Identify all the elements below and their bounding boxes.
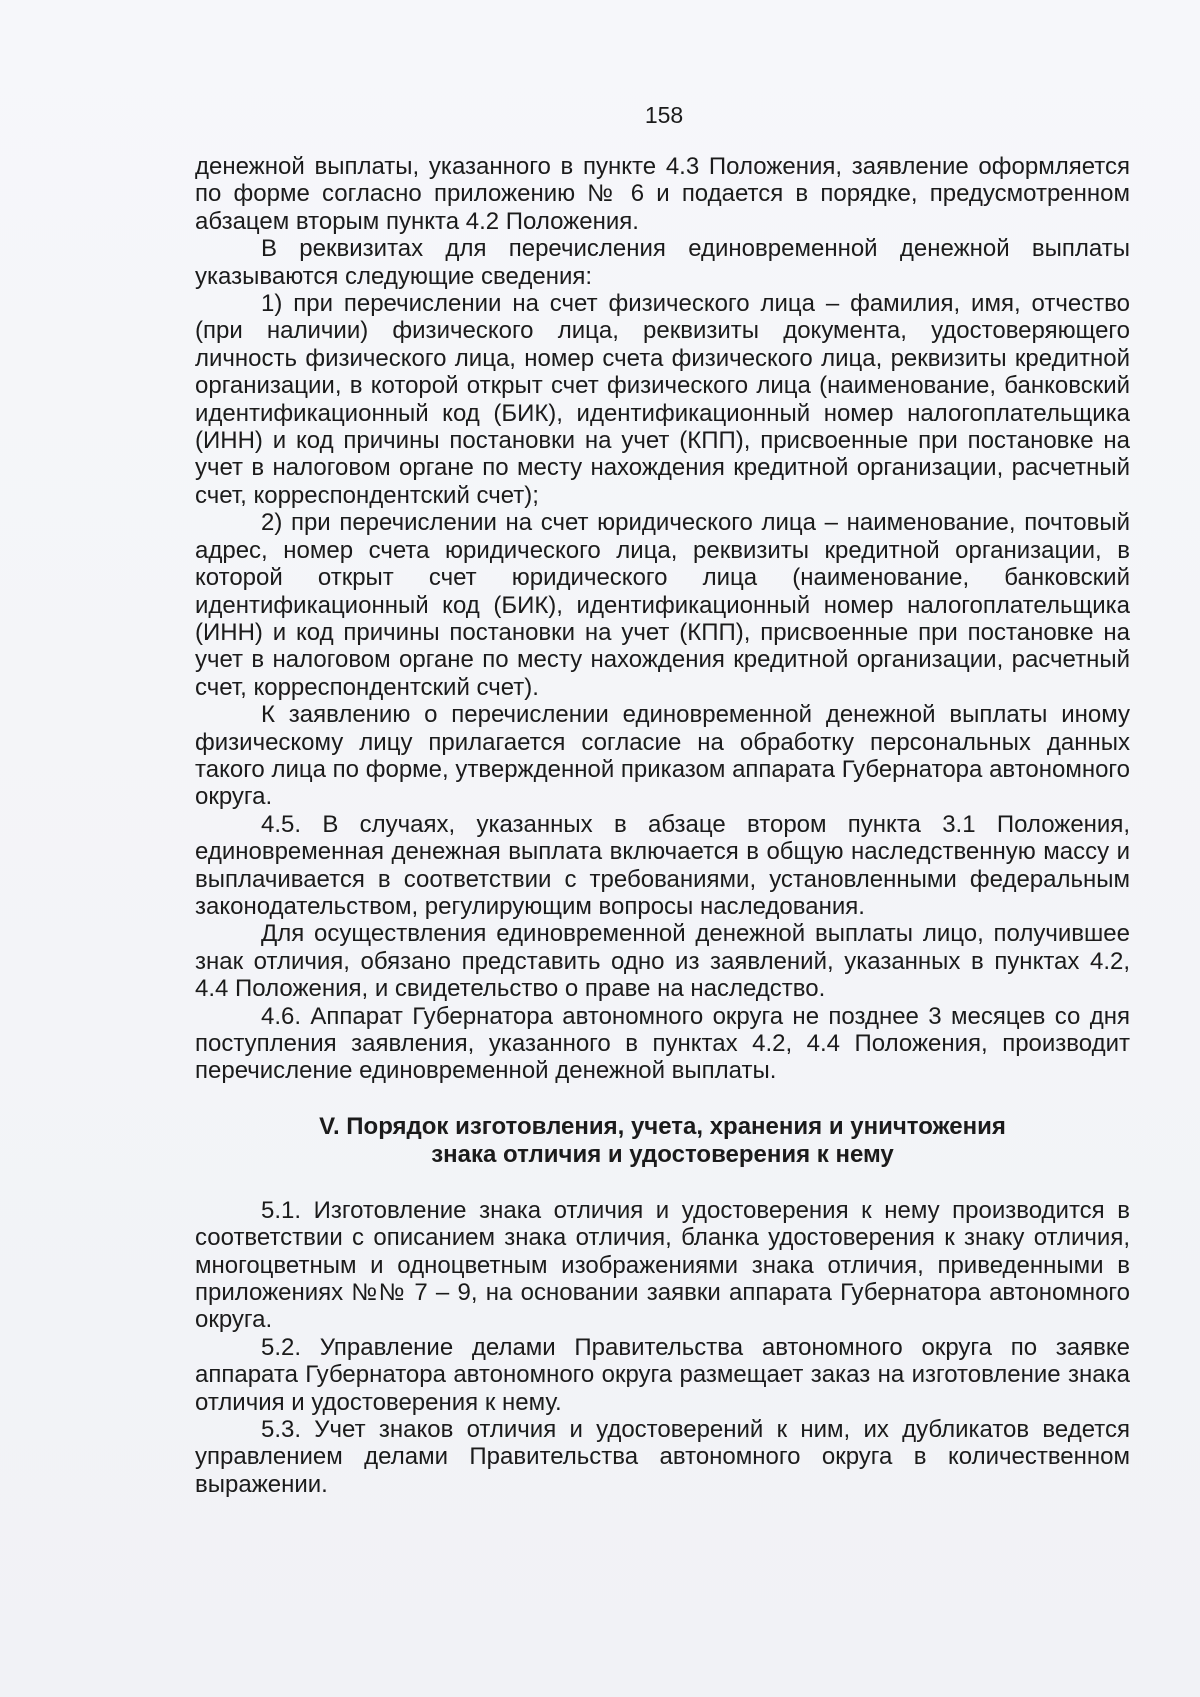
paragraph-list-item-1: 1) при перечислении на счет физического лица – фамилия, имя, отчество (при наличии) физического лица, реквизиты документа, удостоверяющего личность физического лица, номер счета физического лица, реквизиты кредитной организации, в которой открыт счет физического лица (наименование, банковский идентификационный код (БИК), идентификационный номер налогоплательщика (ИНН) и код причины постановки на учет (КПП), присвоенные при постановке на учет в налоговом органе по месту нахождения кредитной организации, расчетный счет, корреспондентский счет);: [195, 290, 1130, 509]
paragraph: В реквизитах для перечисления единовременной денежной выплаты указываются следующие сведения:: [195, 235, 1130, 290]
paragraph: Для осуществления единовременной денежной выплаты лицо, получившее знак отличия, обязано представить одно из заявлений, указанных в пунктах 4.2, 4.4 Положения, и свидетельство о праве на наследство.: [195, 920, 1130, 1003]
section-heading: [195, 1113, 1130, 1169]
paragraph-5-3: 5.3. Учет знаков отличия и удостоверений к ним, их дубликатов ведется управлением делами Правительства автономного округа в количественном выражении.: [195, 1416, 1130, 1498]
page-number: 158: [644, 102, 684, 128]
paragraph-list-item-2: 2) при перечислении на счет юридического лица – наименование, почтовый адрес, номер счета юридического лица, реквизиты кредитной организации, в которой открыт счет юридического лица (наименование, банковский идентификационный код (БИК), идентификационный номер налогоплательщика (ИНН) и код причины постановки на учет (КПП), присвоенные при постановке на учет в налоговом органе по месту нахождения кредитной организации, расчетный счет, корреспондентский счет).: [195, 509, 1130, 701]
paragraph-4-6: 4.6. Аппарат Губернатора автономного округа не позднее 3 месяцев со дня поступления заявления, указанного в пунктах 4.2, 4.4 Положения, производит перечисление единовременной денежной выплаты.: [195, 1002, 1130, 1085]
section-heading-line-2: знака отличия и удостоверения к нему: [431, 1140, 894, 1168]
paragraph-5-1: 5.1. Изготовление знака отличия и удостоверения к нему производится в соответствии с описанием знака отличия, бланка удостоверения к знаку отличия, многоцветным и одноцветным изображениями знака отличия, приведенными в приложениях №№ 7 – 9, на основании заявки аппарата Губернатора автономного округа.: [195, 1196, 1130, 1334]
paragraph: К заявлению о перечислении единовременной денежной выплаты иному физическому лицу прилагается согласие на обработку персональных данных такого лица по форме, утвержденной приказом аппарата Губернатора автономного округа.: [195, 701, 1130, 811]
document-body: [195, 153, 1130, 1498]
paragraph-5-2: 5.2. Управление делами Правительства автономного округа по заявке аппарата Губернатора автономного округа размещает заказ на изготовление знака отличия и удостоверения к нему.: [195, 1333, 1130, 1416]
paragraph-4-5: 4.5. В случаях, указанных в абзаце втором пункта 3.1 Положения, единовременная денежная выплата включается в общую наследственную массу и выплачивается в соответствии с требованиями, установленными федеральным законодательством, регулирующим вопросы наследования.: [195, 810, 1130, 920]
paragraph: денежной выплаты, указанного в пункте 4.3 Положения, заявление оформляется по форме согласно приложению № 6 и подается в порядке, предусмотренном абзацем вторым пункта 4.2 Положения.: [195, 153, 1130, 235]
section-heading-line-1: V. Порядок изготовления, учета, хранения и уничтожения: [319, 1112, 1006, 1140]
